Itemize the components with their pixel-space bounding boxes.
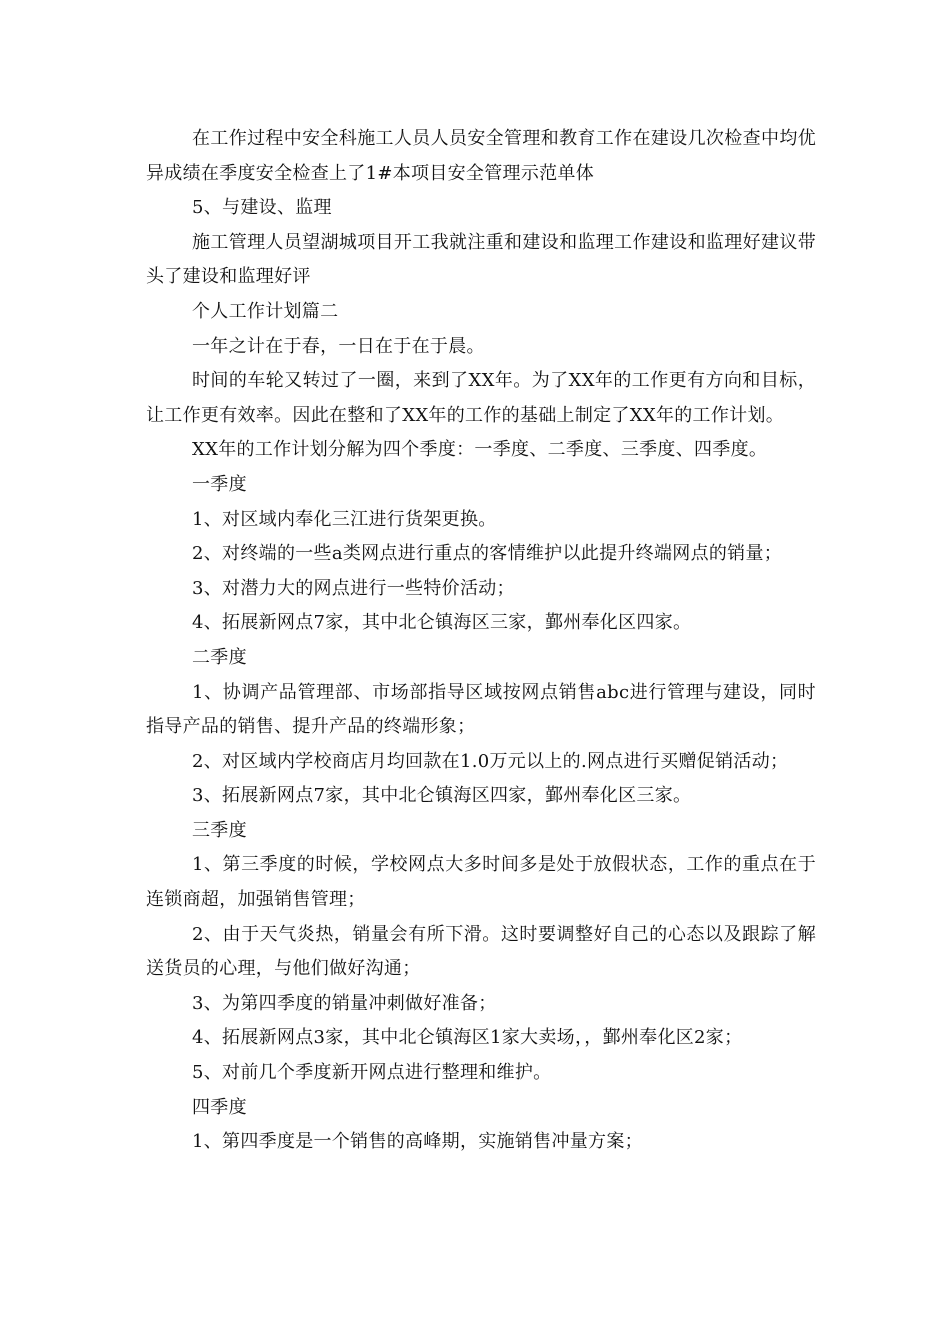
q4-item-1: 1、第四季度是一个销售的高峰期，实施销售冲量方案； xyxy=(192,1131,643,1153)
heading-construction-supervision: 5、与建设、监理 xyxy=(192,197,332,219)
q2-item-3: 3、拓展新网点7家，其中北仑镇海区四家，鄞州奉化区三家。 xyxy=(192,785,692,807)
q3-item-2: 2、由于天气炎热，销量会有所下滑。这时要调整好自己的心态以及跟踪了解送货员的心理，与他们做好沟通； xyxy=(146,923,816,980)
q2-item-2: 2、对区域内学校商店月均回款在1.0万元以上的.网点进行买赠促销活动； xyxy=(192,750,789,772)
q1-item-1: 1、对区域内奉化三江进行货架更换。 xyxy=(192,508,497,530)
paragraph-proverb: 一年之计在于春，一日在于在于晨。 xyxy=(192,335,485,357)
paragraph-plan-overview: XX年的工作计划分解为四个季度：一季度、二季度、三季度、四季度。 xyxy=(192,439,768,461)
q1-item-4: 4、拓展新网点7家，其中北仑镇海区三家，鄞州奉化区四家。 xyxy=(192,612,692,634)
section-title-plan-two: 个人工作计划篇二 xyxy=(192,300,339,322)
q3-item-4: 4、拓展新网点3家，其中北仑镇海区1家大卖场，，鄞州奉化区2家； xyxy=(192,1027,743,1049)
q3-item-3: 3、为第四季度的销量冲刺做好准备； xyxy=(192,992,497,1014)
heading-q4: 四季度 xyxy=(192,1096,247,1118)
paragraph-construction-supervision: 施工管理人员望湖城项目开工我就注重和建设和监理工作建设和监理好建议带头了建设和监理好评 xyxy=(146,231,816,288)
heading-q1: 一季度 xyxy=(192,473,247,495)
paragraph-intro: 时间的车轮又转过了一圈，来到了XX年。为了XX年的工作更有方向和目标，让工作更有效率。因此在整和了XX年的工作的基础上制定了XX年的工作计划。 xyxy=(146,370,816,426)
q3-item-5: 5、对前几个季度新开网点进行整理和维护。 xyxy=(192,1062,552,1084)
q1-item-2: 2、对终端的一些a类网点进行重点的客情维护以此提升终端网点的销量； xyxy=(192,543,783,565)
document-body xyxy=(146,122,816,1160)
q2-item-1: 1、协调产品管理部、市场部指导区域按网点销售abc进行管理与建设，同时指导产品的销售、提升产品的终端形象； xyxy=(146,681,816,738)
heading-q3: 三季度 xyxy=(192,819,247,841)
q3-item-1: 1、第三季度的时候，学校网点大多时间多是处于放假状态，工作的重点在于连锁商超，加强销售管理； xyxy=(146,854,816,911)
q1-item-3: 3、对潜力大的网点进行一些特价活动； xyxy=(192,577,515,599)
paragraph-safety-management: 在工作过程中安全科施工人员人员安全管理和教育工作在建设几次检查中均优异成绩在季度安全检查上了1#本项目安全管理示范单体 xyxy=(146,128,816,184)
heading-q2: 二季度 xyxy=(192,646,247,668)
